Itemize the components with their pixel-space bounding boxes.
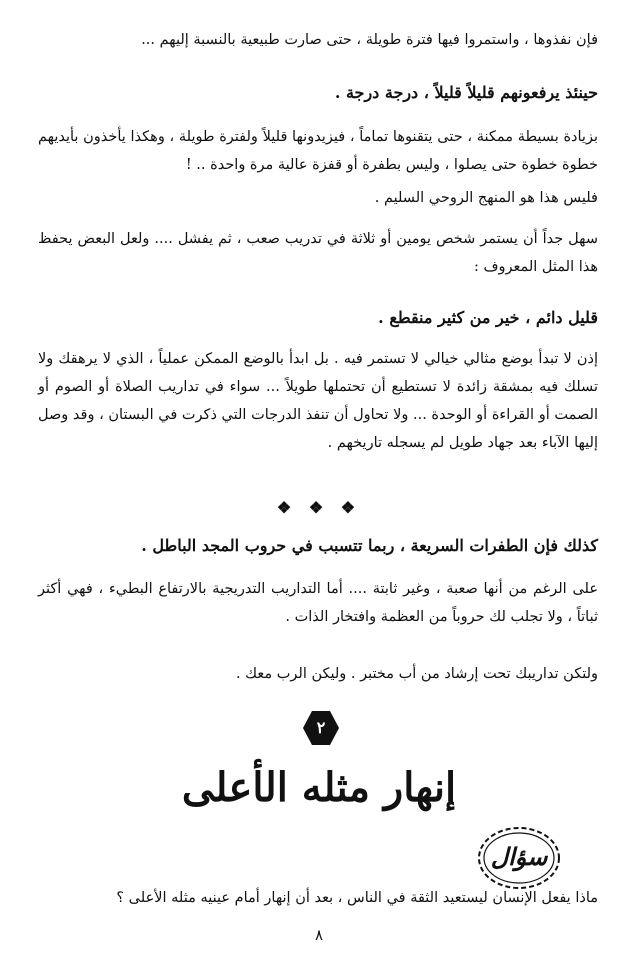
chapter-number-badge	[302, 710, 340, 746]
paragraph-5: إذن لا تبدأ بوضع مثالي خيالي لا تستمر فيه . بل ابدأ بالوضع الممكن عملياً ، الذي لا يرهقك ولا تسلك فيه بمشقة زائدة لا تستطيع أن تحتملها طويلاً ... سواء في تداريب الصلاة أو الصوم أو الصمت أو القراءة أو الوحدة ... ولا تحاول أن تنفذ الدرجات التي ذكرت في البستان ، وقد وصل إليها الآباء بعد جهاد طويل لم يسجله تاريخهم .	[38, 351, 598, 451]
paragraph-6: على الرغم من أنها صعبة ، وغير ثابتة .... أما التداريب التدريجية بالارتفاع البطيء ، فهي أكثر ثباتاً ، ولا تجلب لك حروباً من العظمة وافتخار الذات .	[38, 581, 598, 625]
paragraph-4: سهل جداً أن يستمر شخص يومين أو ثلاثة في تدريب صعب ، ثم يفشل .... ولعل البعض يحفظ هذا المثل المعروف :	[38, 231, 598, 275]
emphasis-line-2: كذلك فإن الطفرات السريعة ، ربما تتسبب في حروب المجد الباطل .	[141, 536, 598, 555]
paragraph-1: فإن نفذوها ، واستمروا فيها فترة طويلة ، حتى صارت طبيعية بالنسبة إليهم ...	[141, 32, 598, 48]
question-label: سؤال	[490, 842, 548, 871]
question-stamp	[476, 824, 562, 892]
chapter-title: إنهار مثله الأعلى	[181, 764, 457, 811]
paragraph-2: بزيادة بسيطة ممكنة ، حتى يتقنوها تماماً ، فيزيدونها قليلاً ولفترة طويلة ، وهكذا يأخذون بأيديهم خطوة خطوة حتى يصلوا ، وليس بطفرة أو قفزة عالية مرة واحدة .. !	[38, 129, 598, 173]
proverb-line: قليل دائم ، خير من كثير منقطع .	[378, 308, 598, 327]
emphasis-line-1: حينئذ يرفعونهم قليلاً قليلاً ، درجة درجة .	[334, 83, 598, 102]
page-number: ٨	[314, 926, 324, 944]
paragraph-7: ولتكن تداريبك تحت إرشاد من أب مختبر . وليكن الرب معك .	[235, 666, 598, 682]
chapter-number: ٢	[316, 718, 326, 737]
paragraph-3: فليس هذا هو المنهج الروحي السليم .	[374, 190, 598, 206]
question-text: ماذا يفعل الإنسان ليستعيد الثقة في الناس ، بعد أن إنهار أمام عينيه مثله الأعلى ؟	[116, 890, 598, 906]
section-divider-stars: ❖ ❖ ❖	[276, 498, 362, 517]
